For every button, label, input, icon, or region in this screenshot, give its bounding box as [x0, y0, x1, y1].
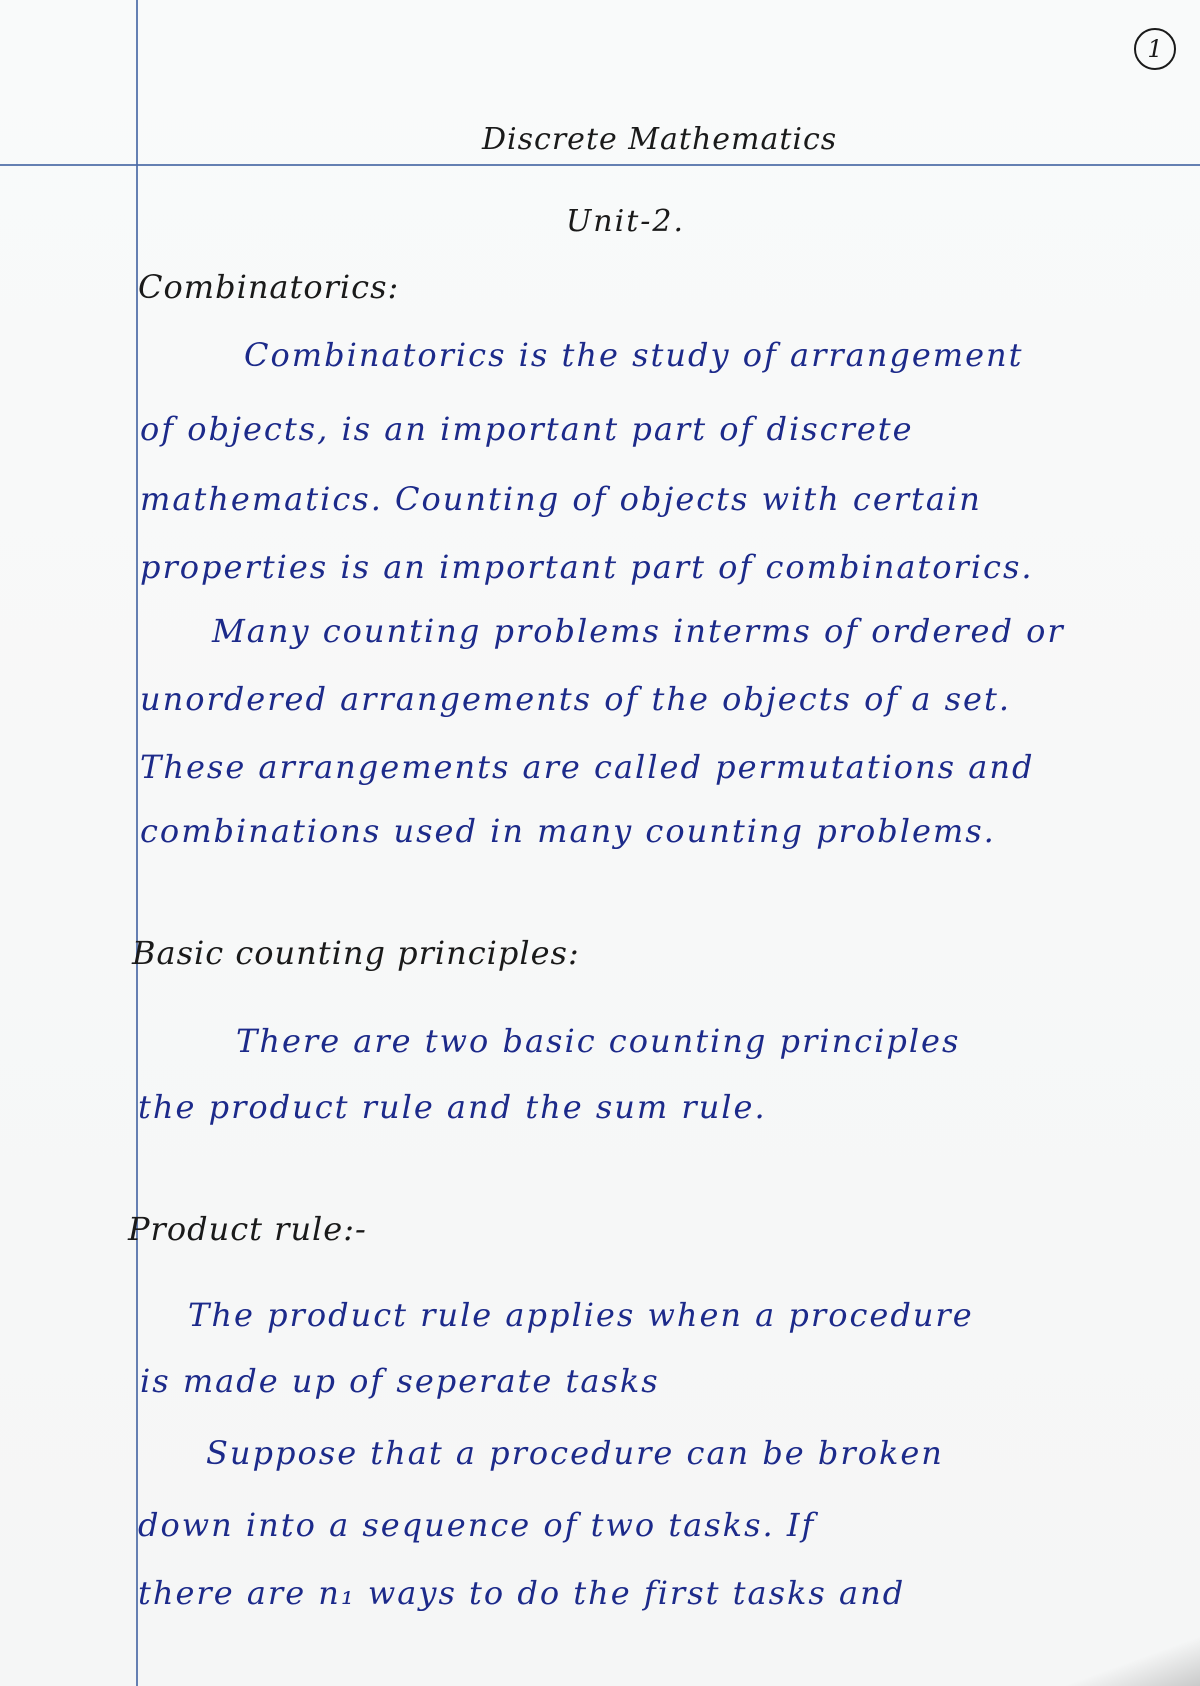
- page-corner-shadow: [1060, 1626, 1200, 1686]
- margin-rule: [136, 0, 138, 1686]
- text-line: mathematics. Counting of objects with certain: [140, 480, 982, 518]
- text-line: there are n₁ ways to do the first tasks and: [138, 1574, 906, 1612]
- text-line: The product rule applies when a procedure: [188, 1296, 974, 1334]
- text-line: Many counting problems interms of ordered or: [212, 612, 1065, 650]
- text-line: unordered arrangements of the objects of a set.: [140, 680, 1011, 718]
- page-title: Discrete Mathematics: [482, 122, 838, 157]
- section-heading-combinatorics: Combinatorics:: [138, 268, 400, 306]
- text-line: Combinatorics is the study of arrangement: [244, 336, 1024, 374]
- text-line: is made up of seperate tasks: [140, 1362, 660, 1400]
- text-line: There are two basic counting principles: [236, 1022, 961, 1060]
- text-line: combinations used in many counting problems.: [140, 812, 996, 850]
- unit-label: Unit-2.: [566, 204, 686, 239]
- text-line: of objects, is an important part of discrete: [140, 410, 914, 448]
- section-heading-basic-counting: Basic counting principles:: [132, 934, 580, 972]
- text-line: These arrangements are called permutations and: [140, 748, 1035, 786]
- text-line: properties is an important part of combinatorics.: [140, 548, 1034, 586]
- page-number: 1: [1134, 28, 1176, 70]
- section-heading-product-rule: Product rule:-: [128, 1210, 367, 1248]
- text-line: the product rule and the sum rule.: [138, 1088, 767, 1126]
- text-line: down into a sequence of two tasks. If: [138, 1506, 816, 1544]
- text-line: Suppose that a procedure can be broken: [206, 1434, 944, 1472]
- header-rule: [0, 164, 1200, 166]
